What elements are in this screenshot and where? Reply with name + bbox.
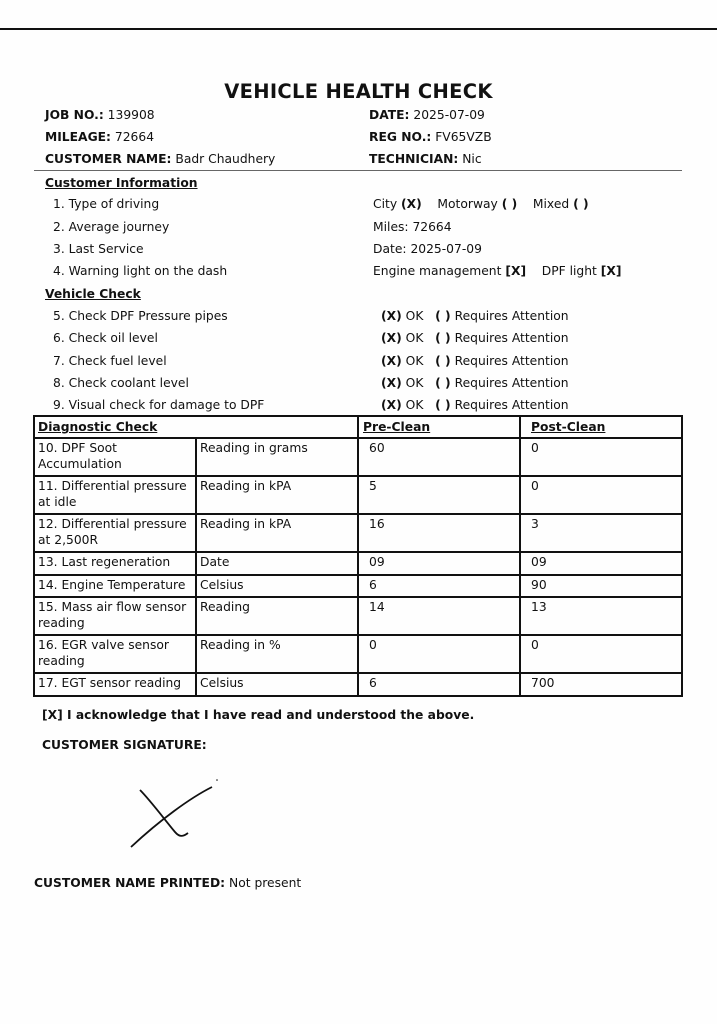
- pre-clean-value: 6: [358, 673, 520, 696]
- pre-clean-value: 16: [358, 514, 520, 552]
- document-title: VEHICLE HEALTH CHECK: [224, 80, 493, 103]
- vehicle-check-status: (X) OK ( ) Requires Attention: [381, 375, 569, 390]
- vehicle-check-item: 9. Visual check for damage to DPF: [53, 398, 265, 413]
- divider: [34, 170, 682, 171]
- job-number: JOB NO.: 139908: [45, 108, 155, 122]
- customer-info-heading: Customer Information: [45, 176, 198, 190]
- pre-clean-value: 5: [358, 476, 520, 514]
- table-row: [34, 552, 682, 575]
- check-name: 13. Last regeneration: [34, 552, 196, 575]
- pre-clean-value: 0: [358, 635, 520, 673]
- check-name: 14. Engine Temperature: [34, 575, 196, 598]
- table-row: [34, 476, 682, 514]
- info-item-value: Date: 2025-07-09: [373, 242, 482, 256]
- post-clean-value: 90: [520, 575, 682, 598]
- vehicle-check-item: 7. Check fuel level: [53, 353, 167, 368]
- info-item-label: 4. Warning light on the dash: [53, 264, 228, 278]
- check-name: 15. Mass air flow sensor reading: [34, 597, 196, 635]
- table-header-row: [34, 416, 682, 438]
- diagnostic-table: [33, 415, 683, 697]
- pre-clean-value: 6: [358, 575, 520, 598]
- driving-type-options: City (X) Motorway ( ) Mixed ( ): [373, 197, 589, 211]
- post-clean-value: 09: [520, 552, 682, 575]
- reg-number: REG NO.: FV65VZB: [369, 130, 492, 144]
- table-row: [34, 673, 682, 696]
- check-name: 10. DPF Soot Accumulation: [34, 438, 196, 476]
- header-pre-clean: Pre-Clean: [358, 416, 520, 438]
- post-clean-value: 0: [520, 438, 682, 476]
- check-name: 12. Differential pressure at 2,500R: [34, 514, 196, 552]
- vehicle-check-item: 5. Check DPF Pressure pipes: [53, 309, 228, 323]
- check-name: 16. EGR valve sensor reading: [34, 635, 196, 673]
- post-clean-value: 3: [520, 514, 682, 552]
- pre-clean-value: 14: [358, 597, 520, 635]
- check-name: 11. Differential pressure at idle: [34, 476, 196, 514]
- customer-name-printed: CUSTOMER NAME PRINTED: Not present: [34, 876, 302, 890]
- check-unit: Celsius: [196, 575, 358, 598]
- mileage: MILEAGE: 72664: [45, 130, 155, 144]
- post-clean-value: 700: [520, 673, 682, 696]
- date: DATE: 2025-07-09: [369, 108, 485, 122]
- table-row: [34, 438, 682, 476]
- check-unit: Reading in kPA: [196, 476, 358, 514]
- customer-signature: [120, 770, 230, 855]
- info-item-label: 1. Type of driving: [53, 197, 160, 211]
- check-unit: Reading: [196, 597, 358, 635]
- post-clean-value: 0: [520, 476, 682, 514]
- check-unit: Reading in %: [196, 635, 358, 673]
- vehicle-check-heading: Vehicle Check: [45, 287, 141, 301]
- table-row: [34, 635, 682, 673]
- warning-light-options: Engine management [X] DPF light [X]: [373, 264, 622, 278]
- check-unit: Reading in kPA: [196, 514, 358, 552]
- vehicle-check-status: (X) OK ( ) Requires Attention: [381, 309, 569, 323]
- signature-label: CUSTOMER SIGNATURE:: [42, 738, 207, 752]
- check-unit: Reading in grams: [196, 438, 358, 476]
- info-item-label: 3. Last Service: [53, 242, 144, 256]
- technician: TECHNICIAN: Nic: [369, 152, 482, 166]
- top-border: [0, 28, 717, 30]
- post-clean-value: 0: [520, 635, 682, 673]
- table-row: [34, 514, 682, 552]
- info-item-value: Miles: 72664: [373, 220, 452, 234]
- check-unit: Celsius: [196, 673, 358, 696]
- vehicle-check-status: (X) OK ( ) Requires Attention: [381, 398, 569, 413]
- table-row: [34, 575, 682, 598]
- vehicle-check-status: (X) OK ( ) Requires Attention: [381, 331, 569, 346]
- header-post-clean: Post-Clean: [520, 416, 682, 438]
- vehicle-check-item: 6. Check oil level: [53, 331, 158, 346]
- customer-name: CUSTOMER NAME: Badr Chaudhery: [45, 152, 276, 166]
- vehicle-check-item: 8. Check coolant level: [53, 375, 189, 390]
- table-row: [34, 597, 682, 635]
- info-item-label: 2. Average journey: [53, 220, 170, 234]
- pre-clean-value: 60: [358, 438, 520, 476]
- vehicle-check-status: (X) OK ( ) Requires Attention: [381, 353, 569, 368]
- pre-clean-value: 09: [358, 552, 520, 575]
- acknowledgement: [X] I acknowledge that I have read and understood the above.: [42, 708, 475, 722]
- header-diagnostic-check: Diagnostic Check: [34, 416, 358, 438]
- check-unit: Date: [196, 552, 358, 575]
- check-name: 17. EGT sensor reading: [34, 673, 196, 696]
- post-clean-value: 13: [520, 597, 682, 635]
